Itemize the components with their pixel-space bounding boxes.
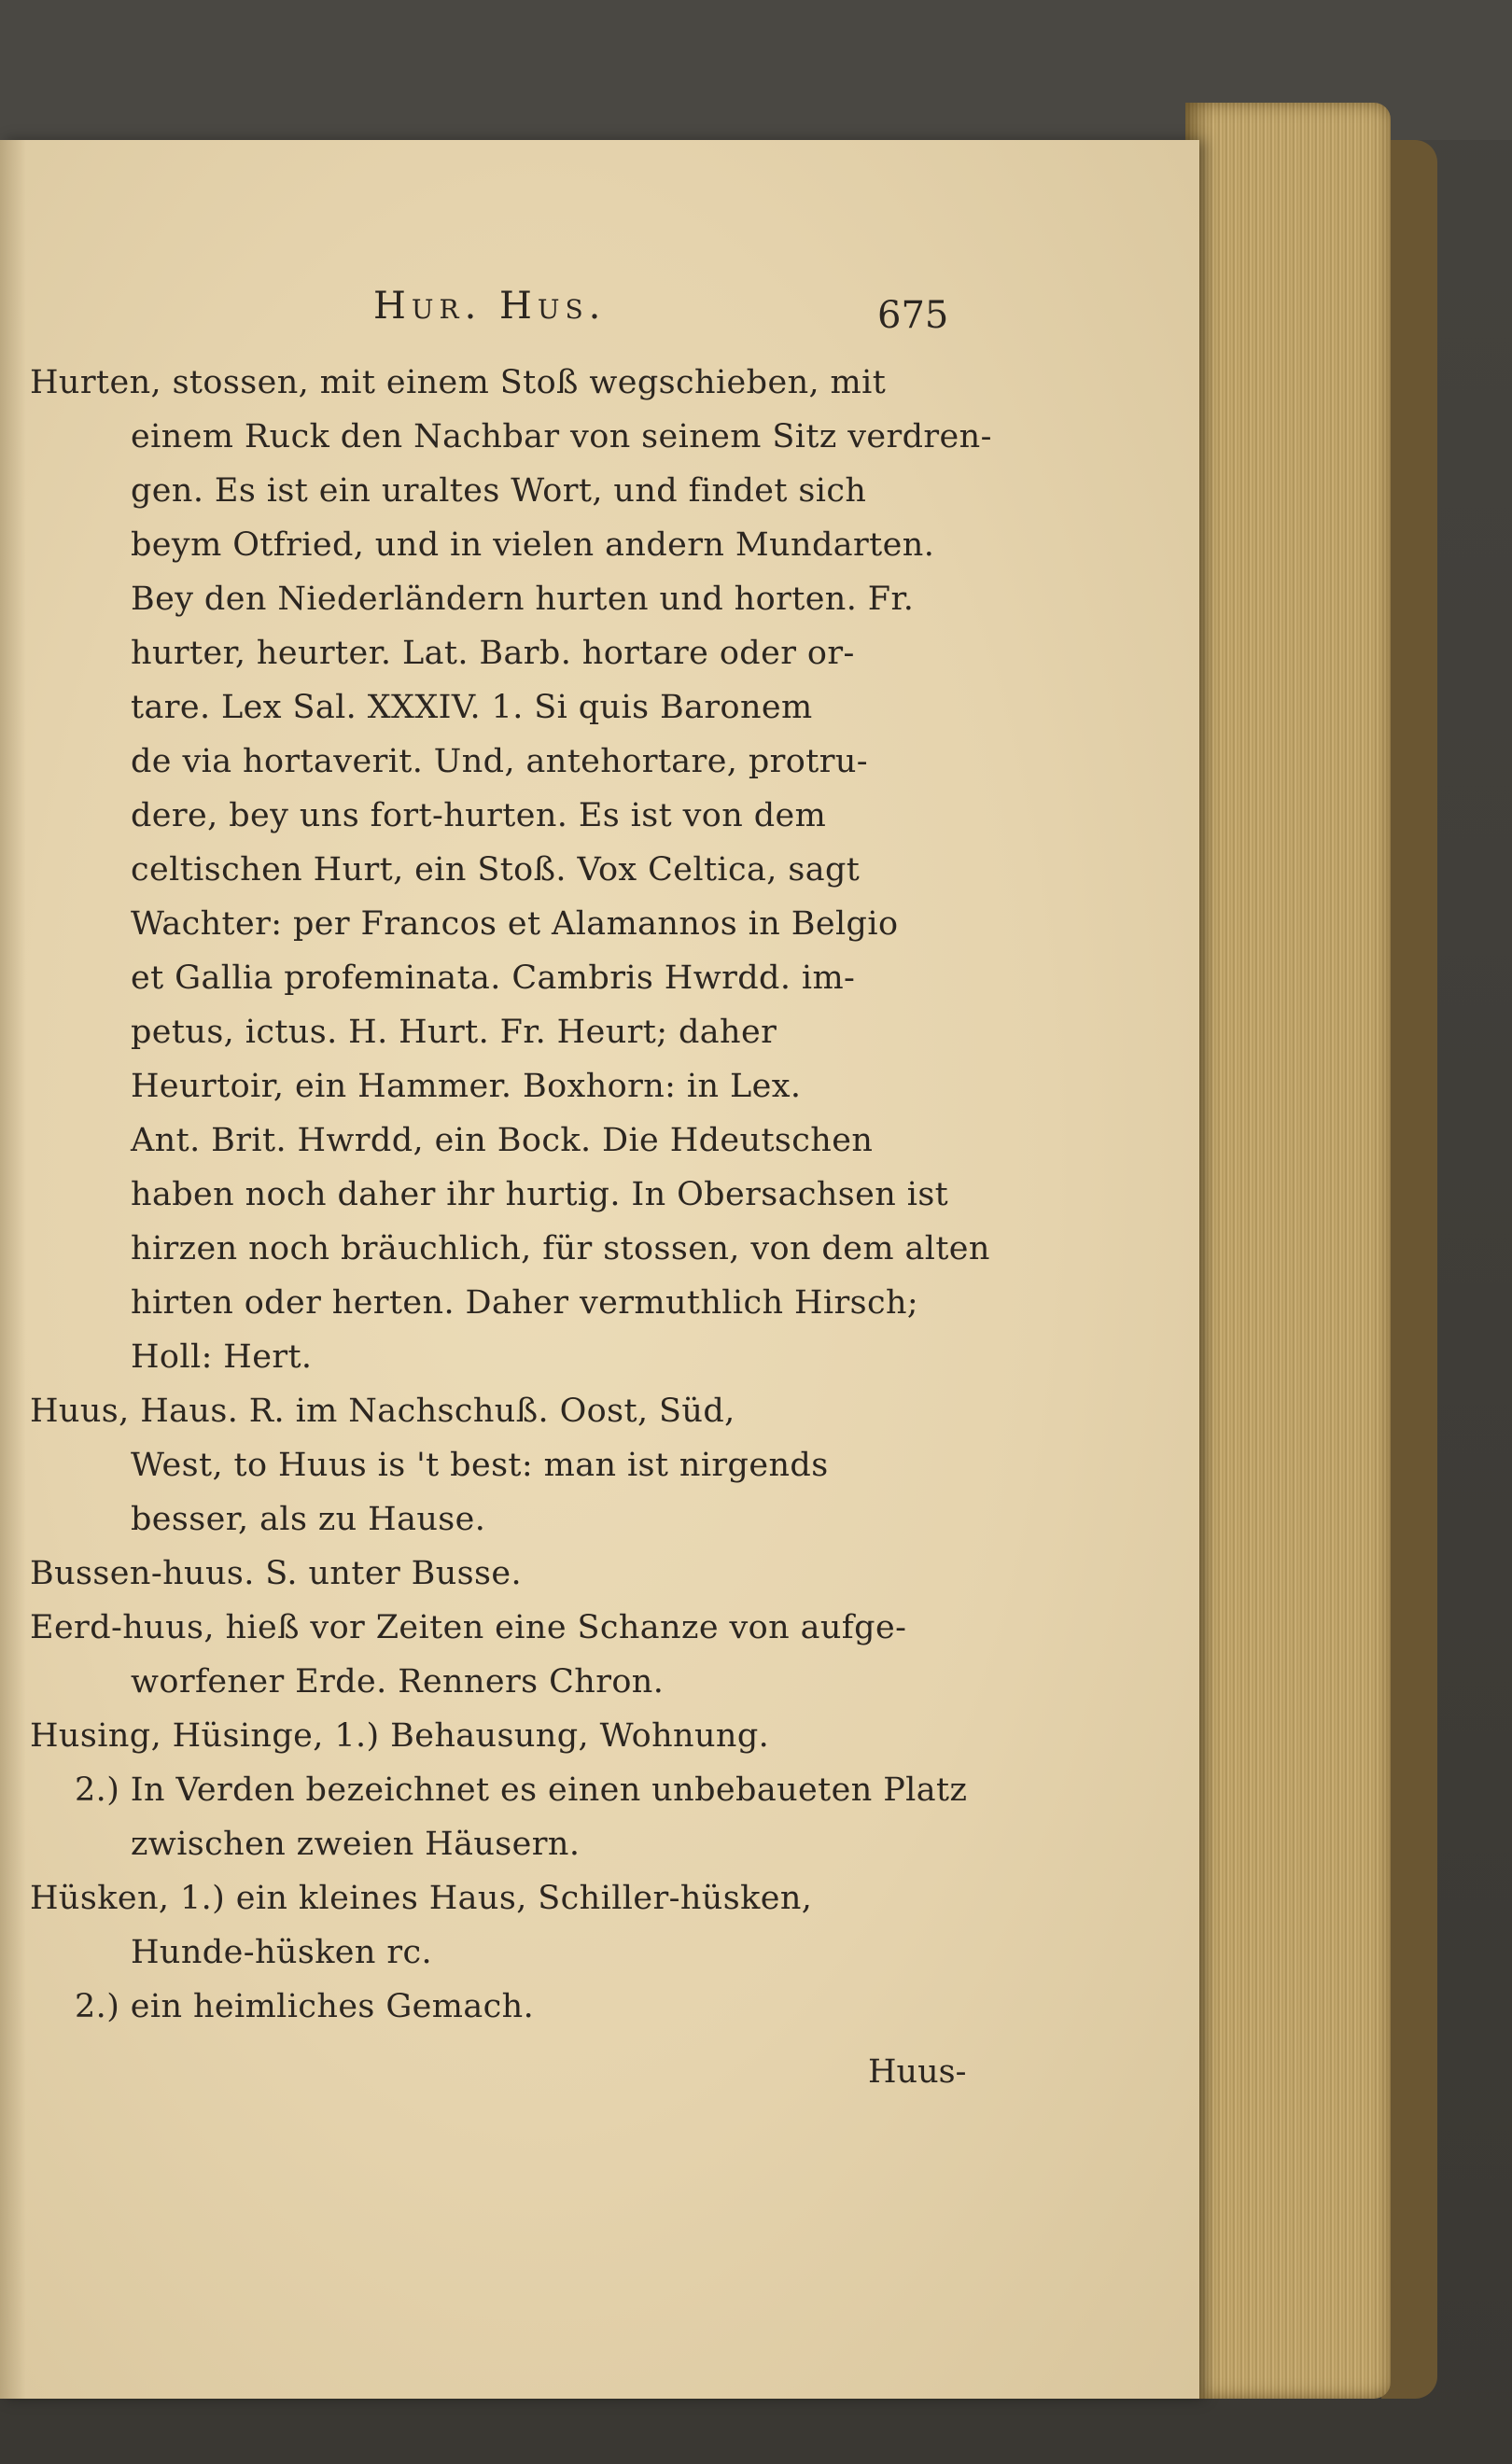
text-line: einem Ruck den Nachbar von seinem Sitz verdren-: [131, 418, 992, 455]
text-line: dere, bey uns fort-hurten. Es ist von dem: [131, 797, 827, 834]
text-line: de via hortaverit. Und, antehortare, protru-: [131, 743, 869, 780]
text-line: gen. Es ist ein uraltes Wort, und findet sich: [131, 472, 867, 510]
text-line: tare. Lex Sal. XXXIV. 1. Si quis Baronem: [131, 689, 813, 726]
text-line: hurter, heurter. Lat. Barb. hortare oder or-: [131, 635, 855, 672]
text-line: celtischen Hurt, ein Stoß. Vox Celtica, sagt: [131, 851, 861, 889]
page-edges: [1185, 103, 1391, 2399]
text-line: Heurtoir, ein Hammer. Boxhorn: in Lex.: [131, 1068, 802, 1105]
text-line: Hüsken, 1.) ein kleines Haus, Schiller-hüsken,: [30, 1880, 813, 1917]
text-line: Eerd-huus, hieß vor Zeiten eine Schanze von aufge-: [30, 1609, 907, 1646]
text-line: Bussen-huus. S. unter Busse.: [30, 1555, 523, 1592]
running-head: Hur. Hus.: [373, 285, 607, 328]
text-line: Bey den Niederländern hurten und horten. Fr.: [131, 581, 915, 618]
text-line: et Gallia profeminata. Cambris Hwrdd. im-: [131, 959, 856, 997]
text-line: beym Otfried, und in vielen andern Mundarten.: [131, 526, 935, 564]
text-line: petus, ictus. H. Hurt. Fr. Heurt; daher: [131, 1014, 777, 1051]
text-line: 2.) In Verden bezeichnet es einen unbebaueten Platz: [75, 1771, 968, 1809]
text-line: haben noch daher ihr hurtig. In Obersachsen ist: [131, 1176, 949, 1213]
text-line: Hurten, stossen, mit einem Stoß wegschieben, mit: [30, 364, 887, 401]
text-line: 2.) ein heimliches Gemach.: [75, 1988, 535, 2025]
text-line: Ant. Brit. Hwrdd, ein Bock. Die Hdeutschen: [131, 1122, 874, 1159]
page-number: 675: [877, 294, 949, 337]
text-line: Holl: Hert.: [131, 1338, 313, 1376]
text-line: Husing, Hüsinge, 1.) Behausung, Wohnung.: [30, 1717, 770, 1755]
catchword: Huus-: [868, 2053, 967, 2091]
text-line: Hunde-hüsken rc.: [131, 1934, 433, 1971]
book-page: [0, 140, 1199, 2399]
text-line: besser, als zu Hause.: [131, 1501, 486, 1538]
text-line: worfener Erde. Renners Chron.: [131, 1663, 665, 1701]
text-line: hirten oder herten. Daher vermuthlich Hirsch;: [131, 1284, 919, 1322]
text-line: Wachter: per Francos et Alamannos in Belgio: [131, 905, 899, 943]
text-line: West, to Huus is 't best: man ist nirgends: [131, 1447, 829, 1484]
text-line: zwischen zweien Häusern.: [131, 1826, 581, 1863]
text-line: Huus, Haus. R. im Nachschuß. Oost, Süd,: [30, 1393, 735, 1430]
text-line: hirzen noch bräuchlich, für stossen, von dem alten: [131, 1230, 990, 1267]
